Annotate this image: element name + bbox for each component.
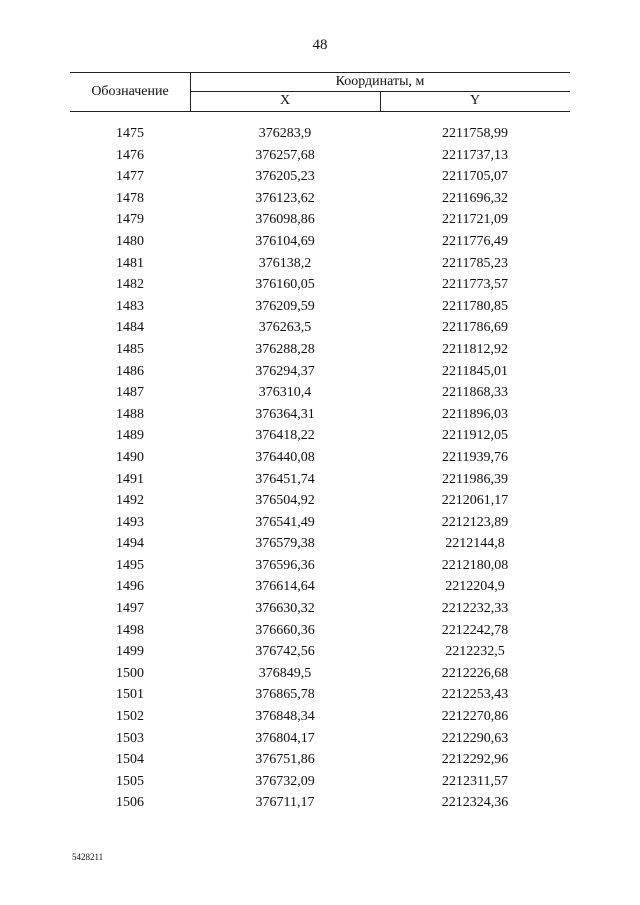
row-y: 2212232,5 [445, 644, 505, 660]
row-designation: 1494 [116, 536, 144, 552]
table-row [70, 339, 570, 361]
row-x: 376104,69 [255, 233, 315, 249]
row-y: 2212226,68 [441, 665, 509, 681]
table-row [70, 663, 570, 685]
row-y: 2211773,57 [442, 277, 508, 293]
row-x: 376742,56 [255, 644, 315, 660]
table-row [70, 469, 570, 491]
row-x: 376614,64 [255, 579, 315, 595]
table-row [70, 425, 570, 447]
page-number: 48 [312, 37, 328, 53]
row-designation: 1488 [116, 406, 144, 422]
row-x: 376160,05 [255, 277, 315, 293]
table-row [70, 188, 570, 210]
table-row [70, 576, 570, 598]
table-row [70, 274, 570, 296]
table-row [70, 296, 570, 318]
table-row [70, 490, 570, 512]
row-designation: 1492 [116, 493, 144, 509]
row-x: 376418,22 [255, 428, 315, 444]
table-row [70, 382, 570, 404]
table-row [70, 684, 570, 706]
table-row [70, 728, 570, 750]
footer-code: 5428211 [72, 852, 104, 862]
row-y: 2211776,49 [442, 233, 508, 249]
row-y: 2211912,05 [442, 428, 508, 444]
row-designation: 1478 [116, 190, 144, 206]
header-designation: Обозначение [91, 84, 169, 99]
row-designation: 1481 [116, 255, 144, 271]
row-y: 2212324,36 [441, 795, 509, 811]
row-x: 376440,08 [255, 449, 315, 465]
row-designation: 1503 [116, 730, 144, 746]
row-x: 376451,74 [255, 471, 315, 487]
row-x: 376138,2 [258, 255, 312, 271]
row-designation: 1479 [116, 212, 144, 228]
row-x: 376751,86 [255, 752, 315, 768]
row-designation: 1485 [116, 341, 144, 357]
table-row [70, 145, 570, 167]
row-x: 376205,23 [255, 169, 315, 185]
header-x: X [279, 93, 291, 108]
table-row [70, 533, 570, 555]
row-designation: 1487 [116, 385, 144, 401]
row-x: 376541,49 [255, 514, 315, 530]
row-designation: 1504 [116, 752, 144, 768]
row-x: 376630,32 [255, 601, 315, 617]
row-y: 2211721,09 [442, 212, 508, 228]
table-row [70, 317, 570, 339]
row-designation: 1506 [116, 795, 144, 811]
row-y: 2211737,13 [442, 147, 508, 163]
row-designation: 1475 [116, 126, 144, 141]
table-row [70, 771, 570, 793]
row-y: 2211696,32 [442, 190, 508, 206]
row-y: 2212270,86 [441, 709, 509, 725]
row-designation: 1489 [116, 428, 144, 444]
table-row [70, 641, 570, 663]
row-designation: 1498 [116, 622, 144, 638]
row-x: 376579,38 [255, 536, 315, 552]
row-y: 2211705,07 [442, 169, 508, 185]
row-designation: 1476 [116, 147, 144, 163]
table-row [70, 598, 570, 620]
row-x: 376732,09 [255, 773, 315, 789]
row-designation: 1497 [116, 601, 144, 617]
table-row [70, 792, 570, 814]
row-designation: 1499 [116, 644, 144, 660]
table-row [70, 620, 570, 642]
row-y: 2212123,89 [441, 514, 509, 530]
row-y: 2212144,8 [445, 536, 505, 552]
row-x: 376283,9 [258, 126, 312, 141]
row-x: 376504,92 [255, 493, 315, 509]
row-designation: 1495 [116, 557, 144, 573]
table-row [70, 404, 570, 426]
row-x: 376660,36 [255, 622, 315, 638]
row-y: 2212311,57 [442, 773, 508, 789]
table-row [70, 512, 570, 534]
row-designation: 1486 [116, 363, 144, 379]
row-y: 2212292,96 [441, 752, 509, 768]
row-x: 376263,5 [258, 320, 312, 336]
row-x: 376711,17 [255, 795, 315, 811]
row-y: 2211939,76 [442, 449, 508, 465]
row-y: 2211785,23 [442, 255, 508, 271]
header-y: Y [469, 93, 481, 108]
row-x: 376288,28 [255, 341, 315, 357]
row-y: 2211758,99 [442, 126, 508, 141]
table-row [70, 166, 570, 188]
row-designation: 1502 [116, 709, 144, 725]
row-x: 376849,5 [258, 665, 312, 681]
table-row [70, 361, 570, 383]
row-designation: 1490 [116, 449, 144, 465]
row-x: 376848,34 [255, 709, 315, 725]
row-x: 376098,86 [255, 212, 315, 228]
table-body [70, 123, 570, 814]
row-y: 2211896,03 [442, 406, 508, 422]
row-designation: 1500 [116, 665, 144, 681]
row-designation: 1505 [116, 773, 144, 789]
row-designation: 1491 [116, 471, 144, 487]
table-row [70, 253, 570, 275]
row-x: 376804,17 [255, 730, 315, 746]
row-x: 376123,62 [255, 190, 315, 206]
table-row [70, 209, 570, 231]
table-row [70, 231, 570, 253]
row-y: 2212242,78 [441, 622, 509, 638]
row-y: 2212180,08 [441, 557, 509, 573]
row-designation: 1483 [116, 298, 144, 314]
table-row [70, 749, 570, 771]
row-y: 2211845,01 [442, 363, 508, 379]
row-y: 2211868,33 [442, 385, 508, 401]
row-y: 2212204,9 [445, 579, 505, 595]
table-row [70, 555, 570, 577]
row-x: 376596,36 [255, 557, 315, 573]
row-x: 376865,78 [255, 687, 315, 703]
row-x: 376209,59 [255, 298, 315, 314]
row-x: 376364,31 [255, 406, 315, 422]
row-y: 2212290,63 [441, 730, 509, 746]
row-designation: 1484 [116, 320, 144, 336]
row-designation: 1482 [116, 277, 144, 293]
row-designation: 1501 [116, 687, 144, 703]
row-y: 2211986,39 [442, 471, 508, 487]
row-y: 2212253,43 [441, 687, 509, 703]
row-y: 2211786,69 [442, 320, 508, 336]
row-x: 376257,68 [255, 147, 315, 163]
table-row [70, 123, 570, 145]
row-designation: 1496 [116, 579, 144, 595]
table-row [70, 447, 570, 469]
row-designation: 1477 [116, 169, 144, 185]
row-y: 2211780,85 [442, 298, 508, 314]
row-y: 2211812,92 [442, 341, 508, 357]
row-designation: 1480 [116, 233, 144, 249]
row-x: 376310,4 [258, 385, 312, 401]
table-row [70, 706, 570, 728]
row-y: 2212232,33 [441, 601, 509, 617]
row-designation: 1493 [116, 514, 144, 530]
header-coordinates: Координаты, м [335, 74, 425, 89]
table-header [70, 72, 570, 112]
row-x: 376294,37 [255, 363, 315, 379]
row-y: 2212061,17 [441, 493, 509, 509]
